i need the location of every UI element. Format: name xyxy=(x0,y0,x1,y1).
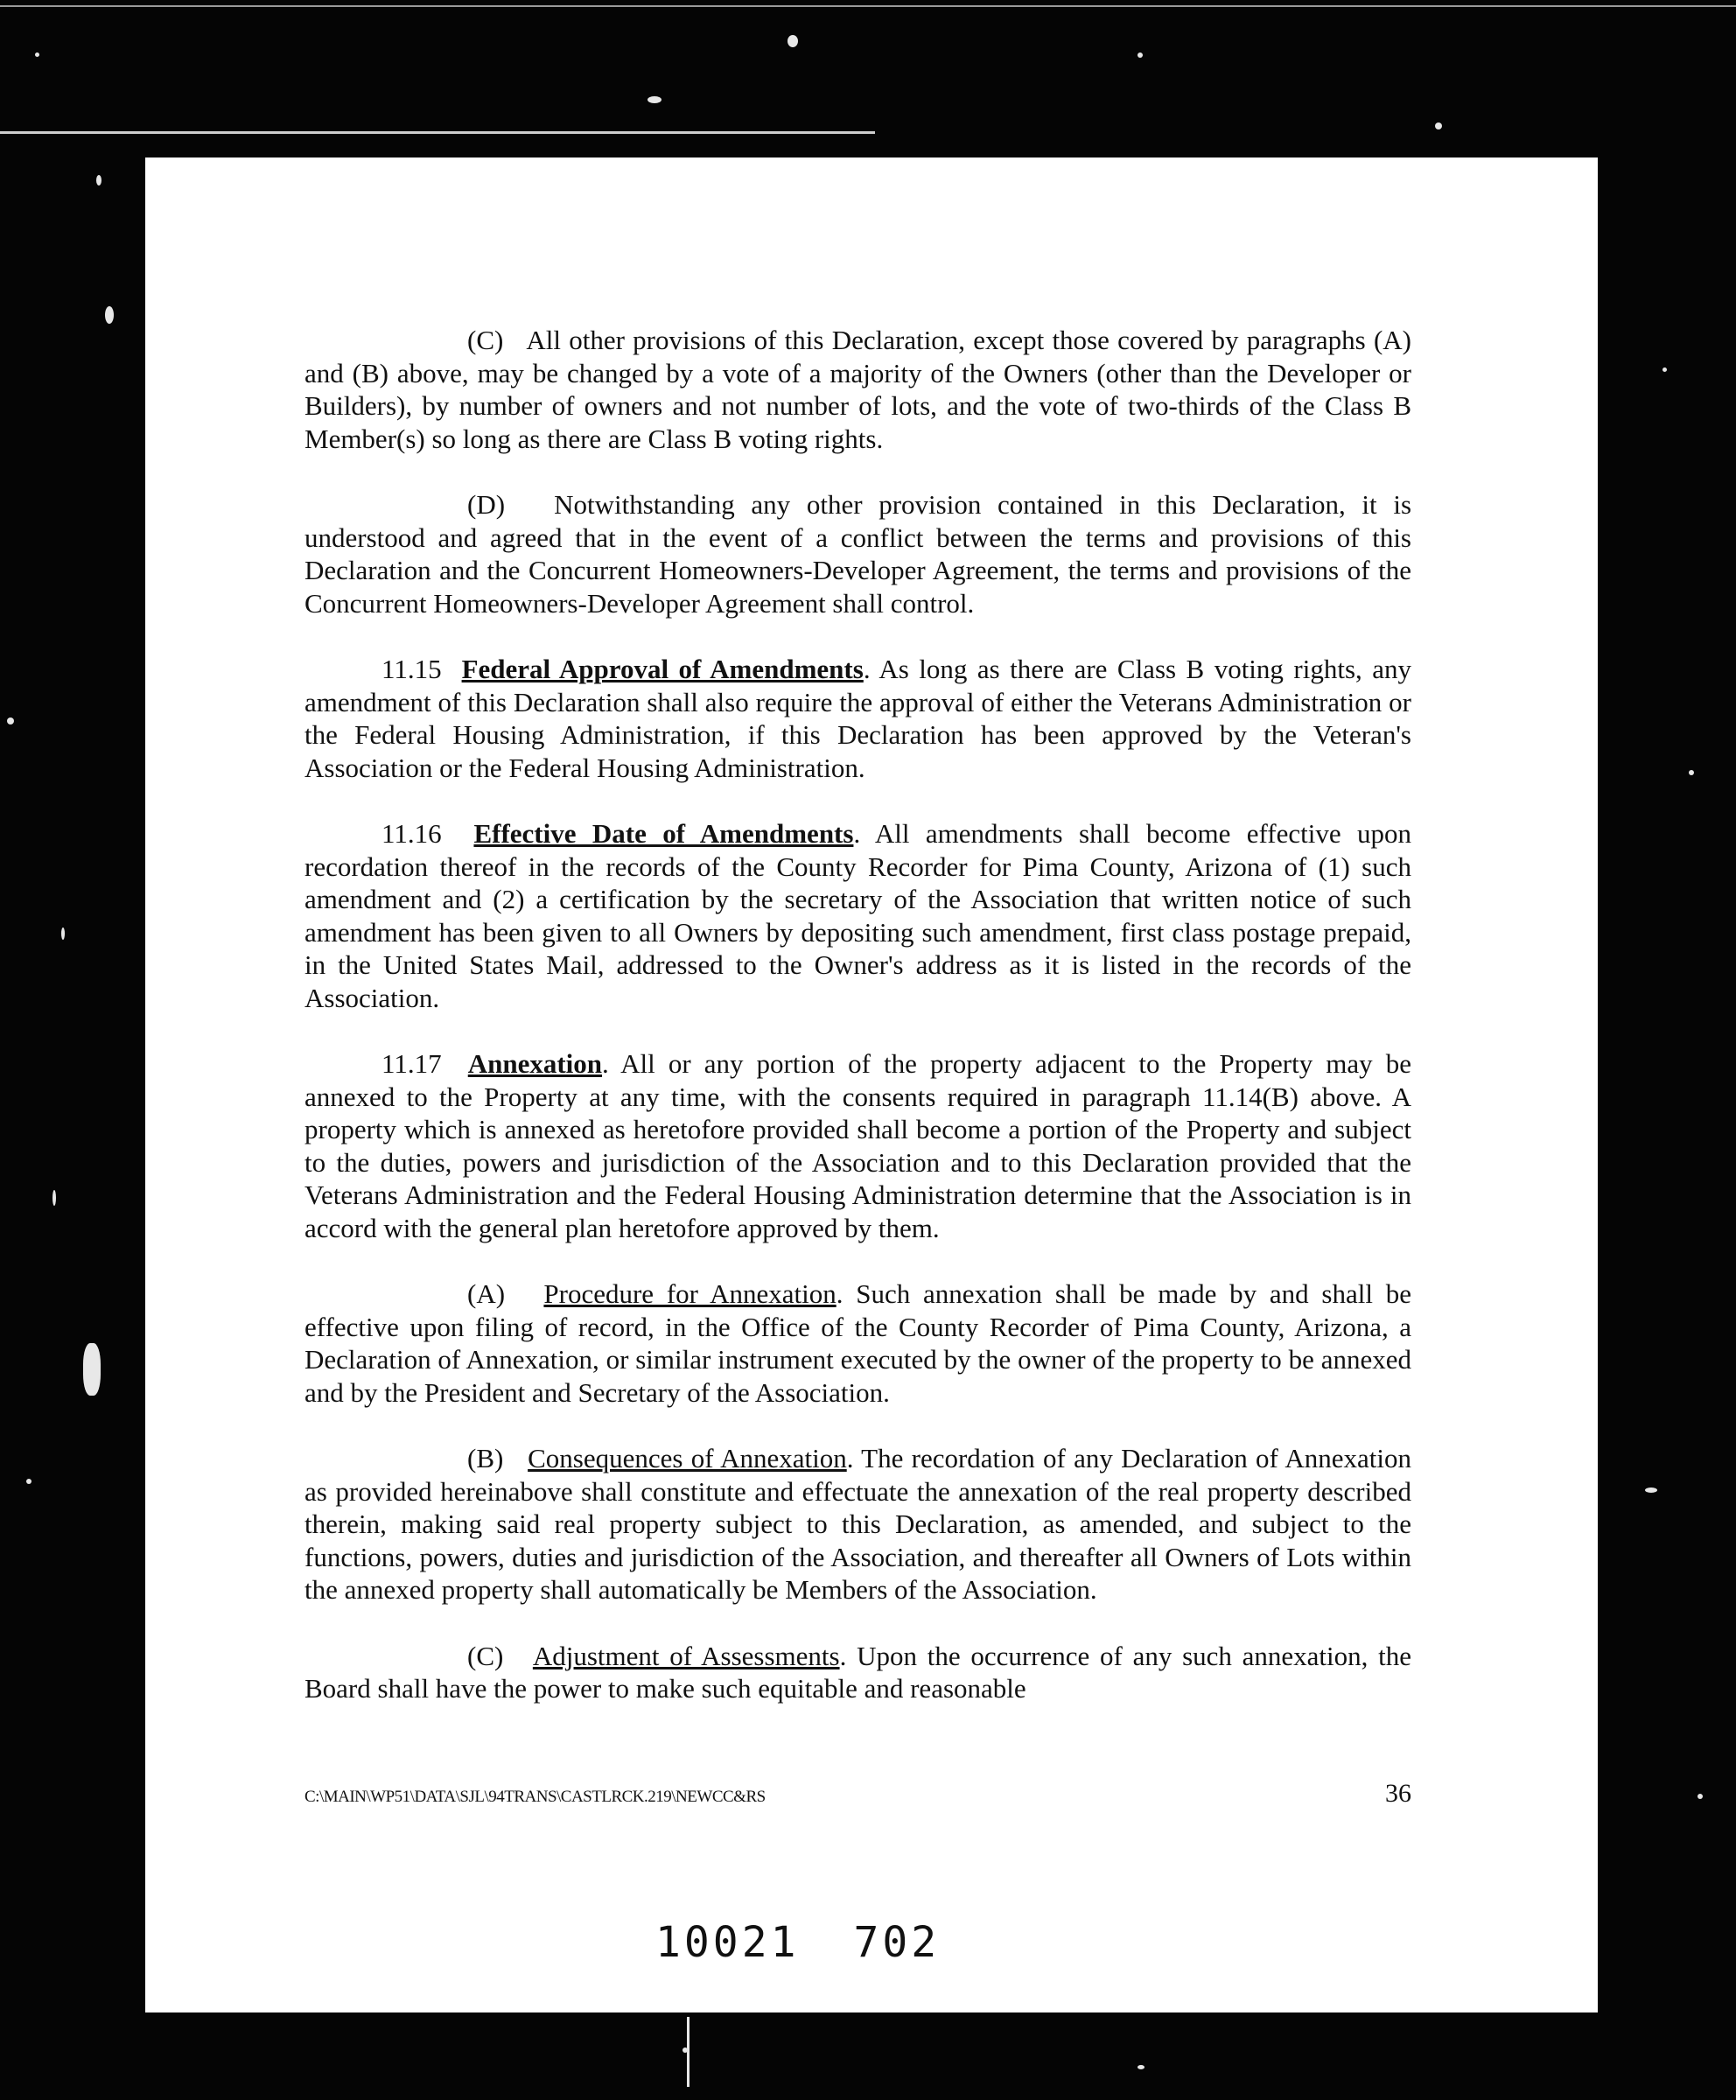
paragraph-d-notwithstanding xyxy=(304,488,1411,620)
paragraph-lead: (A) xyxy=(467,1278,506,1309)
paragraph-heading: Procedure for Annexation xyxy=(543,1278,836,1309)
scan-speck xyxy=(52,1190,56,1206)
recording-page: 702 xyxy=(853,1918,941,1967)
section-number: 11.17 xyxy=(382,1048,442,1079)
paragraph-a-procedure xyxy=(304,1278,1411,1409)
section-number: 11.16 xyxy=(382,818,442,849)
section-heading: Federal Approval of Amendments xyxy=(461,654,864,684)
scan-line xyxy=(0,131,875,134)
document-page xyxy=(145,158,1598,2012)
scan-speck xyxy=(26,1479,32,1484)
scan-speck xyxy=(1435,122,1442,130)
page-number: 36 xyxy=(1385,1779,1411,1808)
paragraph-lead: (C) xyxy=(467,1640,504,1671)
recording-stamp xyxy=(655,1918,994,1967)
document-body xyxy=(304,324,1411,1739)
section-heading: Annexation xyxy=(467,1048,603,1079)
scan-speck xyxy=(788,35,798,47)
paragraph-text: . Upon the occurrence of any such annexation, the Board shall have the power to make such equitable and reasonable xyxy=(304,1640,1412,1704)
paragraph-text: Notwithstanding any other provision contained in this Declaration, it is understood and agreed that in the event of a conflict between the terms and provisions of this Declaration and the Concurrent Homeowners-Developer Agreement, the terms and provisions of the Concurrent Homeowners-Developer Agreement shall control. xyxy=(304,489,1412,619)
scan-speck xyxy=(687,2017,690,2087)
paragraph-c-adjustment xyxy=(304,1640,1411,1705)
scan-speck xyxy=(1698,1794,1703,1799)
scan-speck xyxy=(7,718,14,724)
scan-speck xyxy=(648,96,662,103)
scan-speck xyxy=(1645,1488,1657,1493)
section-number: 11.15 xyxy=(382,654,442,684)
paragraph-lead: (B) xyxy=(467,1443,504,1474)
scan-speck xyxy=(96,175,102,186)
section-text: . All or any portion of the property adjacent to the Property may be annexed to the Property at any time, with the consents required in paragraph 11.14(B) above. A property which is annexed as heretofore provided shall become a portion of the Property and subject to the duties, powers and jurisdiction of the Association and to this Declaration provided that the Veterans Administration and the Federal Housing Administration determine that the Association is in accord with the general plan heretofore approved by them. xyxy=(304,1048,1411,1243)
section-11-17 xyxy=(304,1047,1411,1244)
scan-speck xyxy=(83,1343,101,1396)
scan-speck xyxy=(1662,368,1667,372)
footer-file-path: C:\MAIN\WP51\DATA\SJL\94TRANS\CASTLRCK.219\NEWCC&RS xyxy=(304,1788,766,1806)
paragraph-heading: Adjustment of Assessments xyxy=(532,1640,840,1671)
paragraph-lead: (D) xyxy=(467,489,506,520)
paragraph-text: . The recordation of any Declaration of Annexation as provided hereinabove shall constitute and effectuate the annexation of the real property described therein, making said real property subject to this Declaration, as amended, and subject to the functions, powers, duties and jurisdiction of the Association, and thereafter all Owners of Lots within the annexed property shall automatically be Members of the Association. xyxy=(304,1443,1411,1605)
scan-speck xyxy=(35,52,39,57)
section-text: . All amendments shall become effective upon recordation thereof in the records of the County Recorder for Pima County, Arizona of (1) such amendment and (2) a certification by the secretary of the Association that written notice of such amendment has been given to all Owners by depositing such amendment, first class postage prepaid, in the United States Mail, addressed to the Owner's address as it is listed in the records of the Association. xyxy=(304,818,1412,1013)
scan-speck xyxy=(1138,52,1143,58)
paragraph-text: All other provisions of this Declaration, except those covered by paragraphs (A) and (B) above, may be changed by a vote of a majority of the Owners (other than the Developer or Builders), by number of owners and not number of lots, and the vote of two-thirds of the Class B Member(s) so long as there are Class B voting rights. xyxy=(304,325,1411,454)
scan-line xyxy=(0,5,1736,7)
paragraph-c-other-provisions xyxy=(304,324,1411,455)
section-11-16 xyxy=(304,817,1411,1014)
paragraph-lead: (C) xyxy=(467,325,504,355)
recording-docket: 10021 xyxy=(655,1918,800,1967)
paragraph-text: . Such annexation shall be made by and shall be effective upon filing of record, in the Office of the County Recorder of Pima County, Arizona, a Declaration of Annexation, or similar instrument executed by the owner of the property to be annexed and by the President and Secretary of the Association. xyxy=(304,1278,1412,1408)
paragraph-heading: Consequences of Annexation xyxy=(528,1443,847,1474)
paragraph-b-consequences xyxy=(304,1442,1411,1606)
scan-speck xyxy=(61,928,65,940)
scan-speck xyxy=(105,306,114,324)
section-text: . As long as there are Class B voting rights, any amendment of this Declaration shall also require the approval of either the Veterans Administration or the Federal Housing Administration, if this Declaration has been approved by the Veteran's Association or the Federal Housing Administration. xyxy=(304,654,1411,783)
section-heading: Effective Date of Amendments xyxy=(473,818,854,849)
scan-speck xyxy=(1689,770,1694,775)
section-11-15 xyxy=(304,653,1411,784)
scan-speck xyxy=(1138,2065,1144,2069)
